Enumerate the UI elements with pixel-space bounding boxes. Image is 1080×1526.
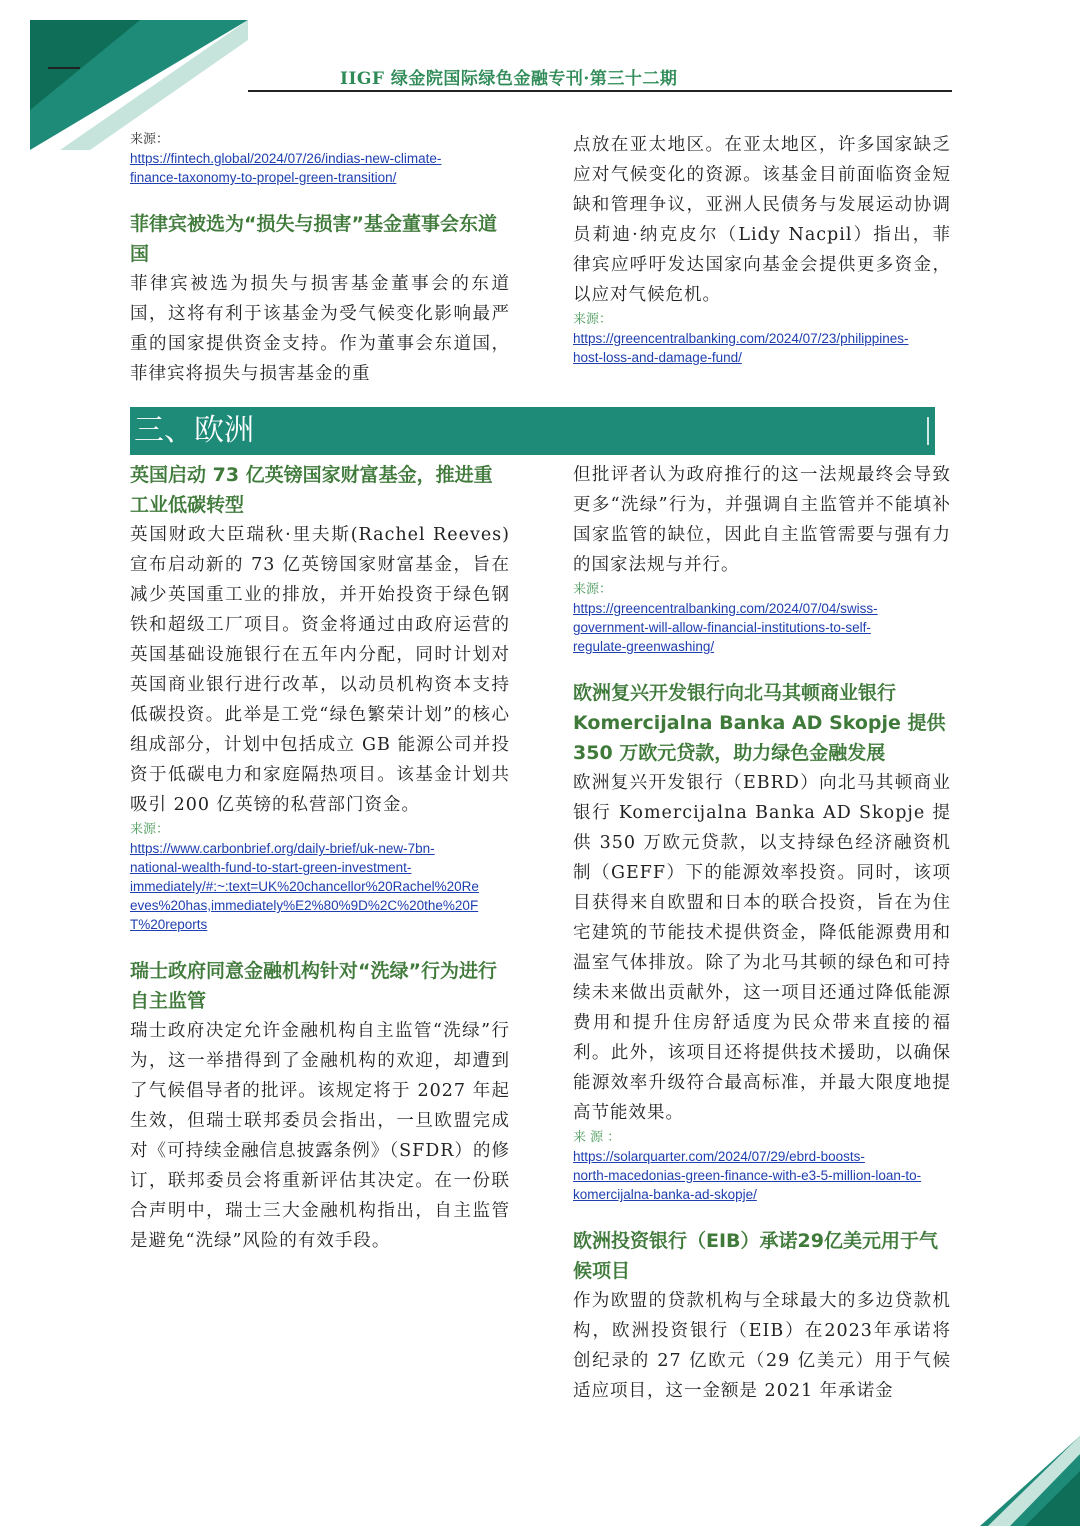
source-link-line[interactable]: regulate-greenwashing/ <box>573 639 715 654</box>
article-body: 菲律宾被选为损失与损害基金董事会的东道国，这将有利于该基金为受气候变化影响最严重的国家提供资金支持。作为董事会东道国，菲律宾将损失与损害基金的重 <box>130 274 510 384</box>
article-body: 但批评者认为政府推行的这一法规最终会导致更多“洗绿”行为，并强调自主监管并不能填补国家监管的缺位，因此自主监管需要与强有力的国家法规与并行。 <box>573 465 951 575</box>
article-title: 英国启动 73 亿英镑国家财富基金，推进重工业低碳转型 <box>130 464 493 516</box>
article-body: 欧洲复兴开发银行（EBRD）向北马其顿商业银行 Komercijalna Banka AD Skopje 提供 350 万欧元贷款，以支持绿色经济融资机制（GEFF）下的能源效率投资。同时，该项目获得来自欧盟和日本的联合投资，旨在为住宅建筑的节能技术提供资金，降低能源费用和温室气体排放。除了为北马其顿的绿色和可持续未来做出贡献外，这一项目还通过降低能源费用和提升住房舒适度为民众带来直接的福利。此外，该项目还将提供技术援助，以确保能源效率升级符合最高标准，并最大限度地提高节能效果。 <box>573 773 951 1123</box>
header-title: IIGF 绿金院国际绿色金融专刊·第三十二期 <box>340 69 678 89</box>
source-link-line[interactable]: north-macedonias-green-finance-with-e3-5-million-loan-to- <box>573 1168 922 1183</box>
top-left-column <box>130 130 510 389</box>
article-body: 瑞士政府决定允许金融机构自主监管“洗绿”行为，这一举措得到了金融机构的欢迎，却遭到了气候倡导者的批评。该规定将于 2027 年起生效，但瑞士联邦委员会指出，一旦欧盟完成对《可持续金融信息披露条例》（SFDR）的修订，联邦委员会将重新评估其决定。在一份联合声明中，瑞士三大金融机构指出，自主监管是避免“洗绿”风险的有效手段。 <box>130 1021 510 1251</box>
header-dash <box>48 67 80 69</box>
source-link-line[interactable]: immediately/#:~:text=UK%20chancellor%20Rachel%20Re <box>130 879 479 894</box>
source-label: 来源： <box>573 582 613 597</box>
source-link-line[interactable]: https://www.carbonbrief.org/daily-brief/uk-new-7bn- <box>130 841 435 856</box>
source-link-line[interactable]: finance-taxonomy-to-propel-green-transition/ <box>130 170 397 185</box>
article-title: 菲律宾被选为“损失与损害”基金董事会东道国 <box>130 213 497 265</box>
article-body: 作为欧盟的贷款机构与全球最大的多边贷款机构，欧洲投资银行（EIB）在2023年承诺将创纪录的 27 亿欧元（29 亿美元）用于气候适应项目，这一金额是 2021 年承诺金 <box>573 1291 951 1401</box>
right-column <box>573 460 951 1406</box>
article-body: 点放在亚太地区。在亚太地区，许多国家缺乏应对气候变化的资源。该基金目前面临资金短缺和管理争议，亚洲人民债务与发展运动协调员莉迪·纳克皮尔（Lidy Nacpil）指出，菲律宾应呼吁发达国家向基金会提供更多资金，以应对气候危机。 <box>573 135 951 305</box>
article-title: 瑞士政府同意金融机构针对“洗绿”行为进行自主监管 <box>130 960 497 1012</box>
source-label: 来源： <box>130 822 170 837</box>
source-link-line[interactable]: host-loss-and-damage-fund/ <box>573 350 742 365</box>
top-right-column <box>573 130 951 367</box>
source-label: 来源： <box>130 132 170 147</box>
article-title: 欧洲投资银行（EIB）承诺29亿美元用于气候项目 <box>573 1230 938 1282</box>
article-title: 欧洲复兴开发银行向北马其顿商业银行 Komercijalna Banka AD Skopje 提供 350 万欧元贷款，助力绿色金融发展 <box>573 682 946 764</box>
source-label: 来 源 ： <box>573 1130 621 1145</box>
source-link-line[interactable]: T%20reports <box>130 917 208 932</box>
section-title: 三、欧洲 <box>134 413 254 448</box>
section-bar-tick <box>927 417 929 445</box>
article-body: 英国财政大臣瑞秋·里夫斯(Rachel Reeves)宣布启动新的 73 亿英镑国家财富基金，旨在减少英国重工业的排放，并开始投资于绿色钢铁和超级工厂项目。资金将通过由政府运营的英国基础设施银行在五年内分配，同时计划对英国商业银行进行改革，以动员机构资本支持低碳投资。此举是工党“绿色繁荣计划”的核心组成部分，计划中包括成立 GB 能源公司并投资于低碳电力和家庭隔热项目。该基金计划共吸引 200 亿英镑的私营部门资金。 <box>130 525 510 815</box>
section-heading-europe <box>130 407 935 455</box>
source-link-line[interactable]: https://greencentralbanking.com/2024/07/23/philippines- <box>573 331 909 346</box>
header-rule <box>248 90 952 92</box>
source-link-line[interactable]: https://greencentralbanking.com/2024/07/04/swiss- <box>573 601 878 616</box>
source-link-line[interactable]: https://fintech.global/2024/07/26/indias-new-climate- <box>130 151 442 166</box>
source-label: 来源： <box>573 312 613 327</box>
source-link-line[interactable]: national-wealth-fund-to-start-green-investment- <box>130 860 412 875</box>
source-link-line[interactable]: eves%20has,immediately%E2%80%9D%2C%20the%20F <box>130 898 479 913</box>
left-column <box>130 460 510 1256</box>
source-link-line[interactable]: government-will-allow-financial-institutions-to-self- <box>573 620 871 635</box>
source-link-line[interactable]: https://solarquarter.com/2024/07/29/ebrd-boosts- <box>573 1149 865 1164</box>
corner-decoration-top-left <box>0 0 260 150</box>
corner-decoration-bottom-right <box>970 1426 1080 1526</box>
source-link-line[interactable]: komercijalna-banka-ad-skopje/ <box>573 1187 757 1202</box>
